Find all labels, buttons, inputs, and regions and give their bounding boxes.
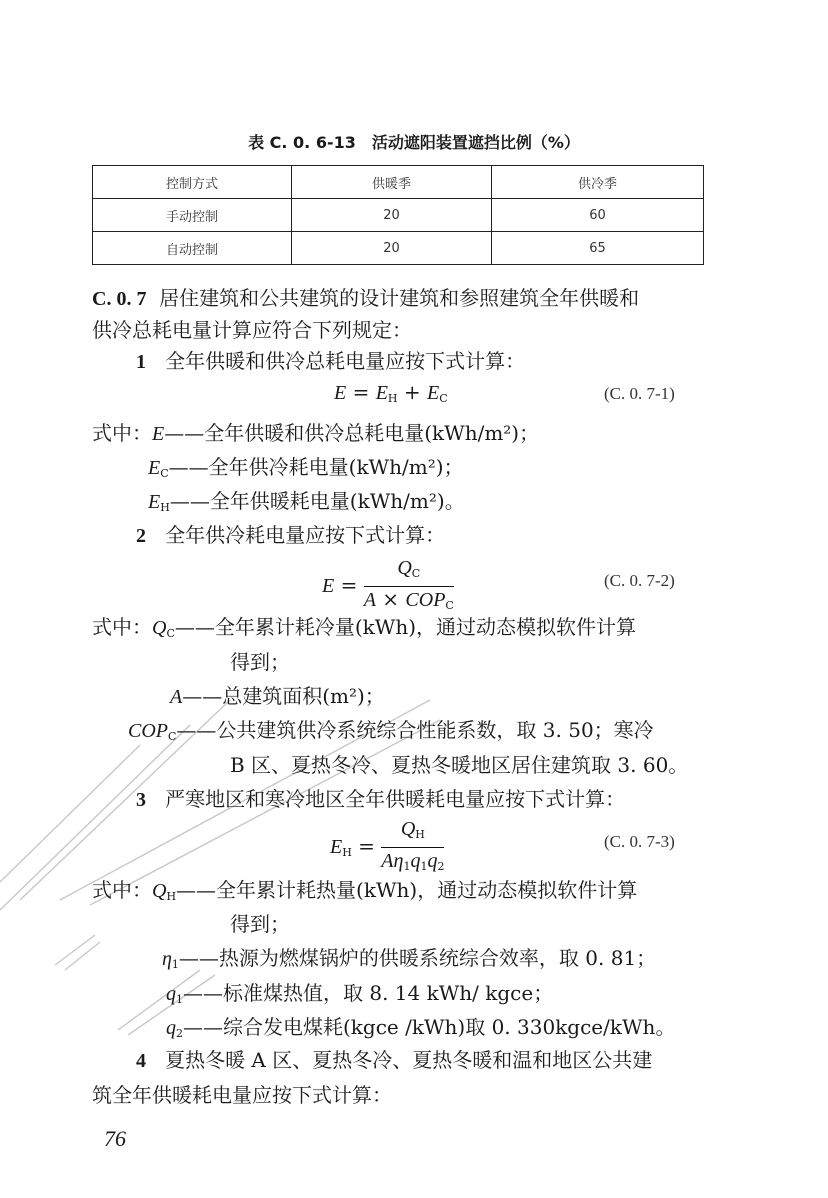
item3-line	[136, 787, 625, 812]
item4-line	[136, 1048, 652, 1073]
def-text: ——总建筑面积(m²)；	[182, 684, 385, 708]
item2-def-cop: $COP_C——$公共建筑供冷系统综合性能系数，取 3. 50；寒冷	[128, 718, 654, 743]
table-caption: 表 C. 0. 6-13 活动遮阳装置遮挡比例（%）	[248, 133, 580, 152]
table-header-cell: 控制方式	[93, 166, 292, 199]
def-text: ——热源为燃煤锅炉的供暖系统综合效率，取 0. 81；	[178, 946, 657, 970]
equation-number: (C. 0. 7-1)	[604, 384, 675, 403]
equation-c072: E = $\frac{Q_C}{A \times COP_C}$	[322, 557, 454, 612]
where-prefix: 式中：	[92, 421, 152, 445]
def-text: ——标准煤热值，取 8. 14 kWh/ kgce；	[183, 981, 554, 1005]
item2-line	[136, 523, 445, 548]
table-header-cell: 供暖季	[292, 166, 492, 199]
equation-number: (C. 0. 7-3)	[604, 832, 675, 851]
page-number: 76	[104, 1126, 126, 1151]
table-cell: 20	[292, 232, 492, 265]
item2-number: 2	[136, 525, 146, 547]
item2-def-qc-cont: 得到；	[230, 650, 290, 674]
table-header-cell: 供冷季	[492, 166, 704, 199]
item1-number: 1	[136, 351, 146, 373]
item2-def-qc: 式中：$Q_C——$全年累计耗冷量(kWh)，通过动态模拟软件计算	[92, 615, 637, 640]
equation-number: (C. 0. 7-2)	[604, 571, 675, 590]
section-number: C. 0. 7	[92, 288, 147, 310]
where-prefix: 式中：	[92, 878, 152, 902]
item1-def-eh: $E_H——$全年供暖耗电量(kWh/m²)。	[148, 489, 465, 514]
item2-def-a: A——总建筑面积(m²)；	[170, 684, 385, 708]
section-text: 居住建筑和公共建筑的设计建筑和参照建筑全年供暖和	[159, 286, 640, 310]
def-text: ——全年供冷耗电量(kWh/m²)；	[168, 455, 464, 479]
equation-c073: $E_H$ = $\frac{Q_H}{A\eta_1q_1q_2}$	[330, 818, 445, 873]
where-prefix: 式中：	[92, 615, 152, 639]
shading-ratio-table	[92, 165, 704, 265]
def-text: ——全年供暖耗电量(kWh/m²)。	[169, 489, 465, 513]
item3-def-qh: 式中：$Q_H——$全年累计耗热量(kWh)，通过动态模拟软件计算	[92, 878, 638, 903]
item3-def-q1: $q_1——$标准煤热值，取 8. 14 kWh/ kgce；	[166, 981, 554, 1006]
def-text: ——综合发电煤耗(kgce /kWh)取 0. 330kgce/kWh。	[183, 1015, 676, 1039]
item3-number: 3	[136, 789, 146, 811]
section-heading-line1	[92, 286, 639, 311]
item3-def-q2: $q_2——$综合发电煤耗(kgce /kWh)取 0. 330kgce/kWh。	[166, 1015, 676, 1040]
item4-number: 4	[136, 1050, 146, 1072]
table-cell: 60	[492, 199, 704, 232]
item2-text: 全年供冷耗电量应按下式计算：	[165, 523, 446, 547]
table-header-row	[93, 166, 704, 199]
table-cell: 手动控制	[93, 199, 292, 232]
table-cell: 自动控制	[93, 232, 292, 265]
item1-text: 全年供暖和供冷总耗电量应按下式计算：	[165, 349, 526, 373]
def-text: ——公共建筑供冷系统综合性能系数，取 3. 50；寒冷	[176, 718, 654, 742]
table-row	[93, 232, 704, 265]
item1-def-ec: $E_C——$全年供冷耗电量(kWh/m²)；	[148, 455, 464, 480]
item2-def-cop-cont: B 区、夏热冬冷、夏热冬暖地区居住建筑取 3. 60。	[230, 753, 689, 777]
equation-c071: $E = E_H + E_C$	[334, 380, 448, 405]
def-text: ——全年累计耗热量(kWh)，通过动态模拟软件计算	[176, 878, 638, 902]
item3-def-qh-cont: 得到；	[230, 912, 290, 936]
def-text: ——全年累计耗冷量(kWh)，通过动态模拟软件计算	[174, 615, 637, 639]
def-text: ——全年供暖和供冷总耗电量(kWh/m²)；	[164, 421, 540, 445]
item1-line	[136, 349, 525, 374]
table-cell: 65	[492, 232, 704, 265]
table-cell: 20	[292, 199, 492, 232]
section-text-line2: 供冷总耗电量计算应符合下列规定：	[92, 318, 412, 342]
item4-text: 夏热冬暖 A 区、夏热冬冷、夏热冬暖和温和地区公共建	[165, 1048, 653, 1072]
item4-text-line2: 筑全年供暖耗电量应按下式计算：	[92, 1083, 392, 1107]
item1-def-e: 式中：E——全年供暖和供冷总耗电量(kWh/m²)；	[92, 421, 540, 445]
item3-text: 严寒地区和寒冷地区全年供暖耗电量应按下式计算：	[165, 787, 626, 811]
table-row	[93, 199, 704, 232]
item3-def-eta: $\eta_1——$热源为燃煤锅炉的供暖系统综合效率，取 0. 81；	[162, 946, 657, 971]
